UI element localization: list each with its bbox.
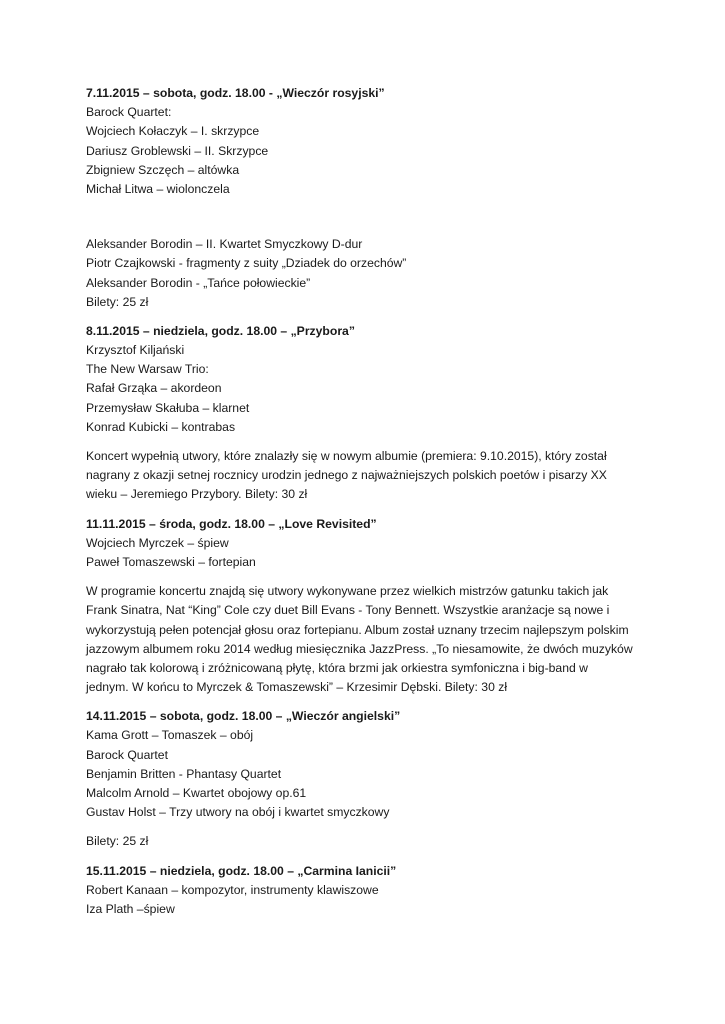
- performer-line: Paweł Tomaszewski – fortepian: [86, 554, 256, 569]
- event-section: [86, 862, 646, 920]
- event-description: [86, 447, 646, 505]
- program-line: Aleksander Borodin - „Tańce połowieckie”: [86, 275, 311, 290]
- performer-line: Wojciech Myrczek – śpiew: [86, 535, 229, 550]
- performer-line: Dariusz Groblewski – II. Skrzypce: [86, 143, 269, 158]
- performer-line: Barock Quartet:: [86, 105, 172, 120]
- description-line: jednym. W końcu to Myrczek & Tomaszewski” – Krzesimir Dębski. Bilety: 30 zł: [86, 680, 508, 695]
- document-page: [86, 84, 646, 919]
- performer-line: Przemysław Skałuba – klarnet: [86, 400, 250, 415]
- description-line: jazzowym albumem roku 2014 według miesięcznika JazzPress. „To niesamowite, że dwóch muzyków: [86, 641, 633, 656]
- event-heading: 15.11.2015 – niedziela, godz. 18.00 – „Carmina Ianicii”: [86, 863, 397, 878]
- performer-line: Kama Grott – Tomaszek – obój: [86, 728, 254, 743]
- performer-line: Krzysztof Kiljański: [86, 343, 185, 358]
- event-heading: 8.11.2015 – niedziela, godz. 18.00 – „Przybora”: [86, 323, 355, 338]
- performer-line: Iza Plath –śpiew: [86, 901, 175, 916]
- program-line: Gustav Holst – Trzy utwory na obój i kwartet smyczkowy: [86, 805, 390, 820]
- event-description: [86, 582, 646, 697]
- description-line: Koncert wypełnią utwory, które znalazły się w nowym albumie (premiera: 9.10.2015), który został: [86, 449, 607, 463]
- description-line: nagrany z okazji setnej rocznicy urodzin jednego z najważniejszych polskich poetów i pisarzy XX: [86, 468, 607, 483]
- event-section: [86, 707, 646, 851]
- program-line: Piotr Czajkowski - fragmenty z suity „Dziadek do orzechów”: [86, 256, 407, 271]
- performer-line: Robert Kanaan – kompozytor, instrumenty klawiszowe: [86, 882, 379, 897]
- ticket-price: Bilety: 25 zł: [86, 834, 149, 849]
- event-section: [86, 515, 646, 698]
- performer-line: Rafał Grząka – akordeon: [86, 381, 222, 396]
- performer-line: Konrad Kubicki – kontrabas: [86, 419, 236, 434]
- description-line: wykorzystują pełen potencjał głosu oraz fortepianu. Album został uznany trzecim najlepszym polskim: [86, 622, 629, 637]
- program-line: Malcolm Arnold – Kwartet obojowy op.61: [86, 786, 307, 800]
- description-line: wieku – Jeremiego Przybory. Bilety: 30 zł: [86, 487, 308, 502]
- program-line: Benjamin Britten - Phantasy Quartet: [86, 766, 282, 781]
- event-section: [86, 322, 646, 505]
- event-heading: 7.11.2015 – sobota, godz. 18.00 - „Wieczór rosyjski”: [86, 86, 385, 100]
- event-section: [86, 84, 646, 312]
- performer-line: The New Warsaw Trio:: [86, 362, 209, 377]
- ticket-price: Bilety: 25 zł: [86, 294, 149, 309]
- performer-line: Zbigniew Szczęch – altówka: [86, 162, 240, 177]
- event-heading: 11.11.2015 – środa, godz. 18.00 – „Love Revisited”: [86, 516, 377, 531]
- description-line: Frank Sinatra, Nat “King” Cole czy duet Bill Evans - Tony Bennett. Wszystkie aranżacje są nowe i: [86, 603, 610, 618]
- performer-line: Barock Quartet: [86, 747, 168, 762]
- performer-line: Michał Litwa – wiolonczela: [86, 181, 230, 196]
- performer-line: Wojciech Kołaczyk – I. skrzypce: [86, 124, 260, 139]
- program-line: Aleksander Borodin – II. Kwartet Smyczkowy D-dur: [86, 237, 363, 252]
- event-heading: 14.11.2015 – sobota, godz. 18.00 – „Wieczór angielski”: [86, 709, 401, 724]
- description-line: W programie koncertu znajdą się utwory wykonywane przez wielkich mistrzów gatunku takich jak: [86, 584, 609, 599]
- description-line: nagrało tak kolorową i zróżnicowaną płytę, która brzmi jak orkiestra symfoniczna i big-band w: [86, 660, 588, 675]
